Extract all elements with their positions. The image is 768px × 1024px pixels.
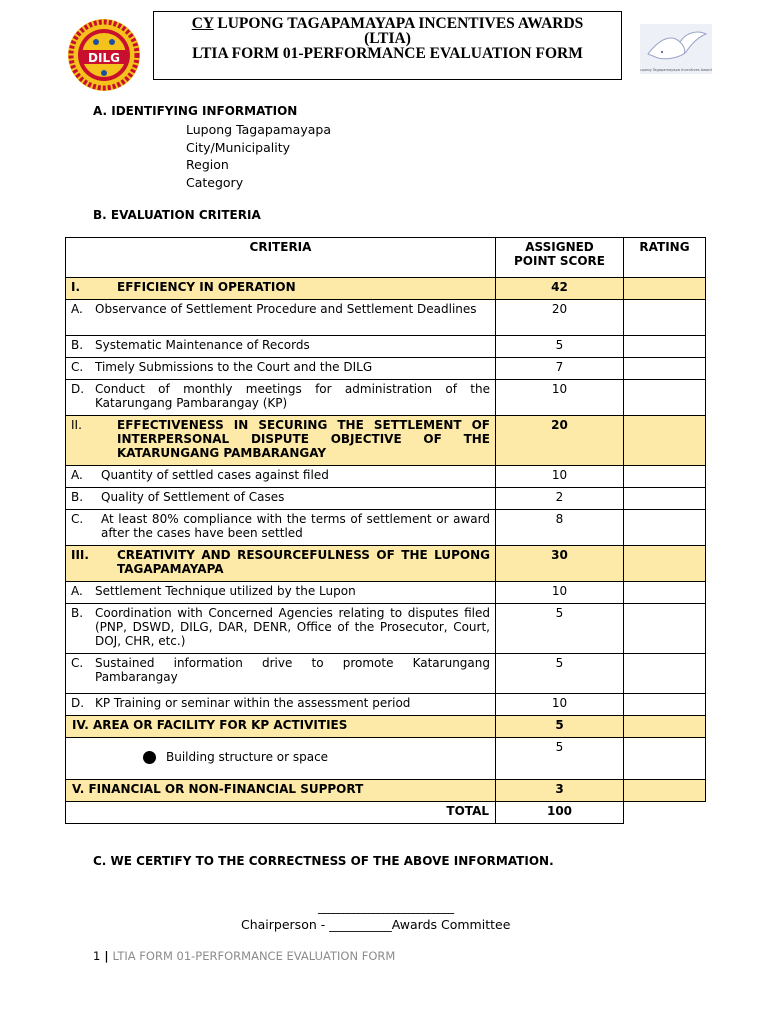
table-row [66,300,706,336]
section-2-num: II. [71,418,82,432]
table-row-section-2 [66,416,706,466]
table-row [66,488,706,510]
item-text: Coordination with Concerned Agencies relating to disputes filed (PNP, DSWD, DILG, DAR, DENR, Office of the Prosecutor, Court, DOJ, CHR, etc.) [95,606,490,648]
dove-logo-caption: Lupong Tagapamayapa Incentives Awards [640,68,712,72]
table-row-total [66,802,706,824]
table-row-section-1 [66,278,706,300]
total-empty-cell [624,802,706,824]
item-text: Observance of Settlement Procedure and Settlement Deadlines [95,302,477,316]
table-row [66,358,706,380]
item-label: D. [71,696,85,710]
rating-cell[interactable] [624,694,706,716]
rating-cell[interactable] [624,380,706,416]
field-lupong-tagapamayapa: Lupong Tagapamayapa [186,122,331,137]
item-text: Settlement Technique utilized by the Lupon [95,584,356,598]
bullet-icon [143,751,156,764]
item-score: 5 [496,654,624,694]
table-row-section-4 [66,716,706,738]
item-text: Quality of Settlement of Cases [101,490,285,504]
section-1-title-cell [66,278,496,300]
item-label: C. [71,360,84,374]
item-text: Timely Submissions to the Court and the DILG [95,360,373,374]
rating-cell[interactable] [624,336,706,358]
table-row [66,604,706,654]
rating-cell[interactable] [624,358,706,380]
table-row [66,466,706,488]
dilg-logo-text: DILG [88,51,120,65]
section-5-title: V. FINANCIAL OR NON-FINANCIAL SUPPORT [66,780,496,802]
item-text: Quantity of settled cases against filed [101,468,329,482]
title-line-1-rest: LUPONG TAGAPAMAYAPA INCENTIVES AWARDS [213,15,584,32]
section-5-rating[interactable] [624,780,706,802]
page-number: 1 [93,949,101,963]
item-label: A. [71,468,83,482]
field-city-municipality: City/Municipality [186,140,290,155]
rating-cell[interactable] [624,510,706,546]
chairperson-label: Chairperson - __________Awards Committee [241,917,511,932]
section-1-title: EFFICIENCY IN OPERATION [117,280,296,294]
table-row [66,582,706,604]
item-score: 10 [496,582,624,604]
footer-separator: | [104,949,109,963]
section-2-rating[interactable] [624,416,706,466]
section-4-title: IV. AREA OR FACILITY FOR KP ACTIVITIES [66,716,496,738]
section-4-score: 5 [496,716,624,738]
title-cy: CY [191,15,214,32]
section-3-score: 30 [496,546,624,582]
item-score: 8 [496,510,624,546]
section-c-heading: C. WE CERTIFY TO THE CORRECTNESS OF THE ABOVE INFORMATION. [93,854,554,868]
item-score: 5 [496,336,624,358]
item-text: At least 80% compliance with the terms of settlement or award after the cases have been settled [101,512,490,540]
table-row [66,510,706,546]
section-2-score: 20 [496,416,624,466]
section-2-title: EFFECTIVENESS IN SECURING THE SETTLEMENT OF INTERPERSONAL DISPUTE OBJECTIVE OF THE KATARUNGANG PAMBARANGAY [117,418,490,460]
table-row [66,738,706,780]
item-score: 5 [496,604,624,654]
section-1-rating[interactable] [624,278,706,300]
signature-line[interactable]: ___________________________ [318,900,453,914]
total-score: 100 [496,802,624,824]
table-row-section-5 [66,780,706,802]
table-row [66,380,706,416]
section-3-title: CREATIVITY AND RESOURCEFULNESS OF THE LUPONG TAGAPAMAYAPA [117,548,490,576]
section-3-title-cell [66,546,496,582]
item-score: 7 [496,358,624,380]
table-row-section-3 [66,546,706,582]
field-region: Region [186,157,229,172]
item-text: Systematic Maintenance of Records [95,338,310,352]
section-b-heading: B. EVALUATION CRITERIA [93,208,261,222]
ltia-dove-logo [640,24,712,74]
form-title-box [153,11,622,80]
header-criteria: CRITERIA [66,238,496,278]
header-assigned-point-score [496,238,624,278]
evaluation-criteria-table [65,237,706,824]
item-score: 10 [496,380,624,416]
rating-cell[interactable] [624,466,706,488]
section-5-score: 3 [496,780,624,802]
section-3-num: III. [71,548,89,562]
section-2-title-cell [66,416,496,466]
page-footer [93,949,395,963]
section-1-score: 42 [496,278,624,300]
rating-cell[interactable] [624,604,706,654]
item-score: 20 [496,300,624,336]
footer-text: LTIA FORM 01-PERFORMANCE EVALUATION FORM [112,949,396,963]
section-a-heading: A. IDENTIFYING INFORMATION [93,104,298,118]
title-line-1 [154,16,621,31]
table-row [66,336,706,358]
table-row [66,654,706,694]
item-label: C. [71,656,84,670]
item-label: B. [71,606,84,620]
item-label: B. [71,338,84,352]
item-label: B. [71,490,84,504]
rating-cell[interactable] [624,654,706,694]
item-text: Sustained information drive to promote Katarungang Pambarangay [95,656,490,684]
header-point-score: POINT SCORE [514,254,605,268]
total-label: TOTAL [66,802,496,824]
item-text: Building structure or space [166,750,329,764]
field-category: Category [186,175,244,190]
item-score: 10 [496,466,624,488]
rating-cell[interactable] [624,300,706,336]
section-1-num: I. [71,280,81,294]
item-label: A. [71,584,83,598]
section-4-rating[interactable] [624,716,706,738]
rating-cell[interactable] [624,582,706,604]
item-label: C. [71,512,84,526]
rating-cell[interactable] [624,488,706,510]
header-assigned: ASSIGNED [525,240,594,254]
table-header-row [66,238,706,278]
item-label: A. [71,302,83,316]
title-line-3: LTIA FORM 01-PERFORMANCE EVALUATION FORM [192,45,583,62]
dilg-logo [66,18,142,92]
item-score: 5 [496,738,624,780]
item-text: Conduct of monthly meetings for administration of the Katarungang Pambarangay (KP) [95,382,490,410]
table-row [66,694,706,716]
item-score: 2 [496,488,624,510]
header-rating: RATING [624,238,706,278]
item-label: D. [71,382,85,396]
item-score: 10 [496,694,624,716]
rating-cell[interactable] [624,738,706,780]
title-line-2: (LTIA) [364,30,411,47]
item-text: KP Training or seminar within the assessment period [95,696,411,710]
section-3-rating[interactable] [624,546,706,582]
